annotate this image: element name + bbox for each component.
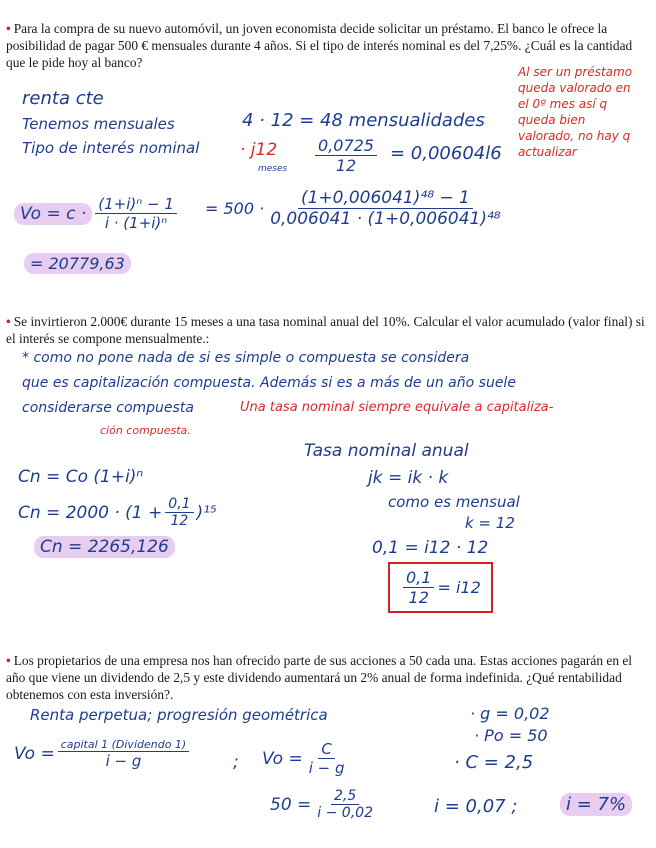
vo2-num: C [318,740,334,759]
note-renta-cte: renta cte [22,88,104,109]
result-3 [560,794,632,815]
problem-2-statement [6,313,646,347]
result-1-value: = 20779,63 [24,253,131,274]
formula-fifty [270,788,379,821]
vo-label: Vo = c · [14,203,92,225]
cn2-lead: Cn = 2000 · (1 + [18,502,163,523]
note-tasa-title: Tasa nominal anual [304,441,469,461]
bullet-icon: • [6,314,11,329]
boxed-result [388,562,493,613]
cn2-num: 0,1 [165,496,193,513]
note-eq: 0,1 = i12 · 12 [372,538,489,558]
note-red1: Una tasa nominal siempre equivale a capitaliza- [240,400,554,415]
problem-2-text: Se invirtieron 2.000€ durante 15 meses a una tasa nominal anual del 10%. Calcular el valor acumulado (valor final) si el interés se compone mensualmente.: [6,314,645,346]
j-num: 0,0725 [315,136,377,156]
problem-1-text: Para la compra de su nuevo automóvil, un joven economista decide solicitar un préstamo. El banco le ofrece la posibilidad de pagar 500 € mensuales durante 4 años. Si el tipo de interés nominal es del 7,25%. ¿Cuál es la cantidad que le pide hoy al banco? [6,21,633,70]
formula-vo [14,195,180,232]
note-g: · g = 0,02 [470,704,550,723]
box-num: 0,1 [403,568,434,588]
vo2-lead: Vo = [262,748,303,769]
vo-den: i − g [105,752,142,770]
note-j-fraction [312,136,380,175]
note-red2: ción compuesta. [100,424,191,437]
note-line1: * como no pone nada de si es simple o compuesta se considera [22,350,470,366]
eq-den: 0,006041 · (1+0,006041)⁴⁸ [270,209,501,229]
eq-lead: = 500 · [205,199,265,218]
note-renta-perpetua: Renta perpetua; progresión geométrica [30,706,328,724]
formula-num: (1+i)ⁿ − 1 [95,195,177,214]
bullet-icon: • [6,21,11,36]
cn2-den: 12 [170,513,189,529]
formula-den: i · (1+i)ⁿ [104,214,168,232]
note-line3: considerarse compuesta [22,400,194,416]
box-rhs: = i12 [437,578,481,597]
problem-3-text: Los propietarios de una empresa nos han ofrecido parte de sus acciones a 50 cada una. Estas acciones pagarán en el año que viene un dividendo de 2,5 y este dividendo aumentará un 2% anual de forma indefinida. ¿Qué rentabilidad obtenemos con esta inversión?. [6,653,633,702]
formula-vo-perpetua [14,738,192,770]
fifty-lead: 50 = [270,794,312,815]
note-line2: que es capitalización compuesta. Además si es a más de un año suele [22,375,516,391]
vo-num: capital 1 (Dividendo 1) [58,738,190,752]
note-tipo-interes: Tipo de interés nominal [22,139,200,157]
j-den: 12 [335,156,357,175]
box-den: 12 [408,588,429,607]
note-meses-tag: meses [258,164,288,174]
semicolon: ; [233,752,239,772]
cn2-tail: )¹⁵ [196,502,217,523]
formula-cn-substituted [18,496,217,529]
note-i1: i = 0,07 ; [434,796,518,817]
fifty-den: i − 0,02 [317,805,373,821]
result-2-value: Cn = 2265,126 [34,536,175,558]
bullet-icon: • [6,653,11,668]
note-c: · C = 2,5 [454,752,534,773]
note-mensualidades: 4 · 12 = 48 mensualidades [242,110,485,131]
vo2-den: i − g [308,759,345,777]
result-2 [34,537,175,557]
note-tenemos: Tenemos mensuales [22,115,175,133]
result-1 [24,254,131,273]
formula-substituted [205,188,507,229]
vo-lead: Vo = [14,744,55,764]
note-j-result: = 0,00604l6 [390,143,502,164]
formula-vo2 [262,740,350,777]
problem-3-statement [6,652,646,703]
formula-cn: Cn = Co (1+i)ⁿ [18,467,144,487]
eq-num: (1+0,006041)⁴⁸ − 1 [298,188,473,209]
note-po: · Po = 50 [474,726,548,745]
fifty-num: 2,5 [331,788,359,805]
result-3-value: i = 7% [560,793,632,816]
note-side: Al ser un préstamo queda valorado en el 0º mes así q queda bien valorado, no hay q actualizar [518,65,633,159]
note-j12: · j12 [240,140,278,160]
note-como: como es mensual [388,493,520,511]
note-jk: jk = ik · k [368,468,449,488]
note-k: k = 12 [465,514,515,532]
